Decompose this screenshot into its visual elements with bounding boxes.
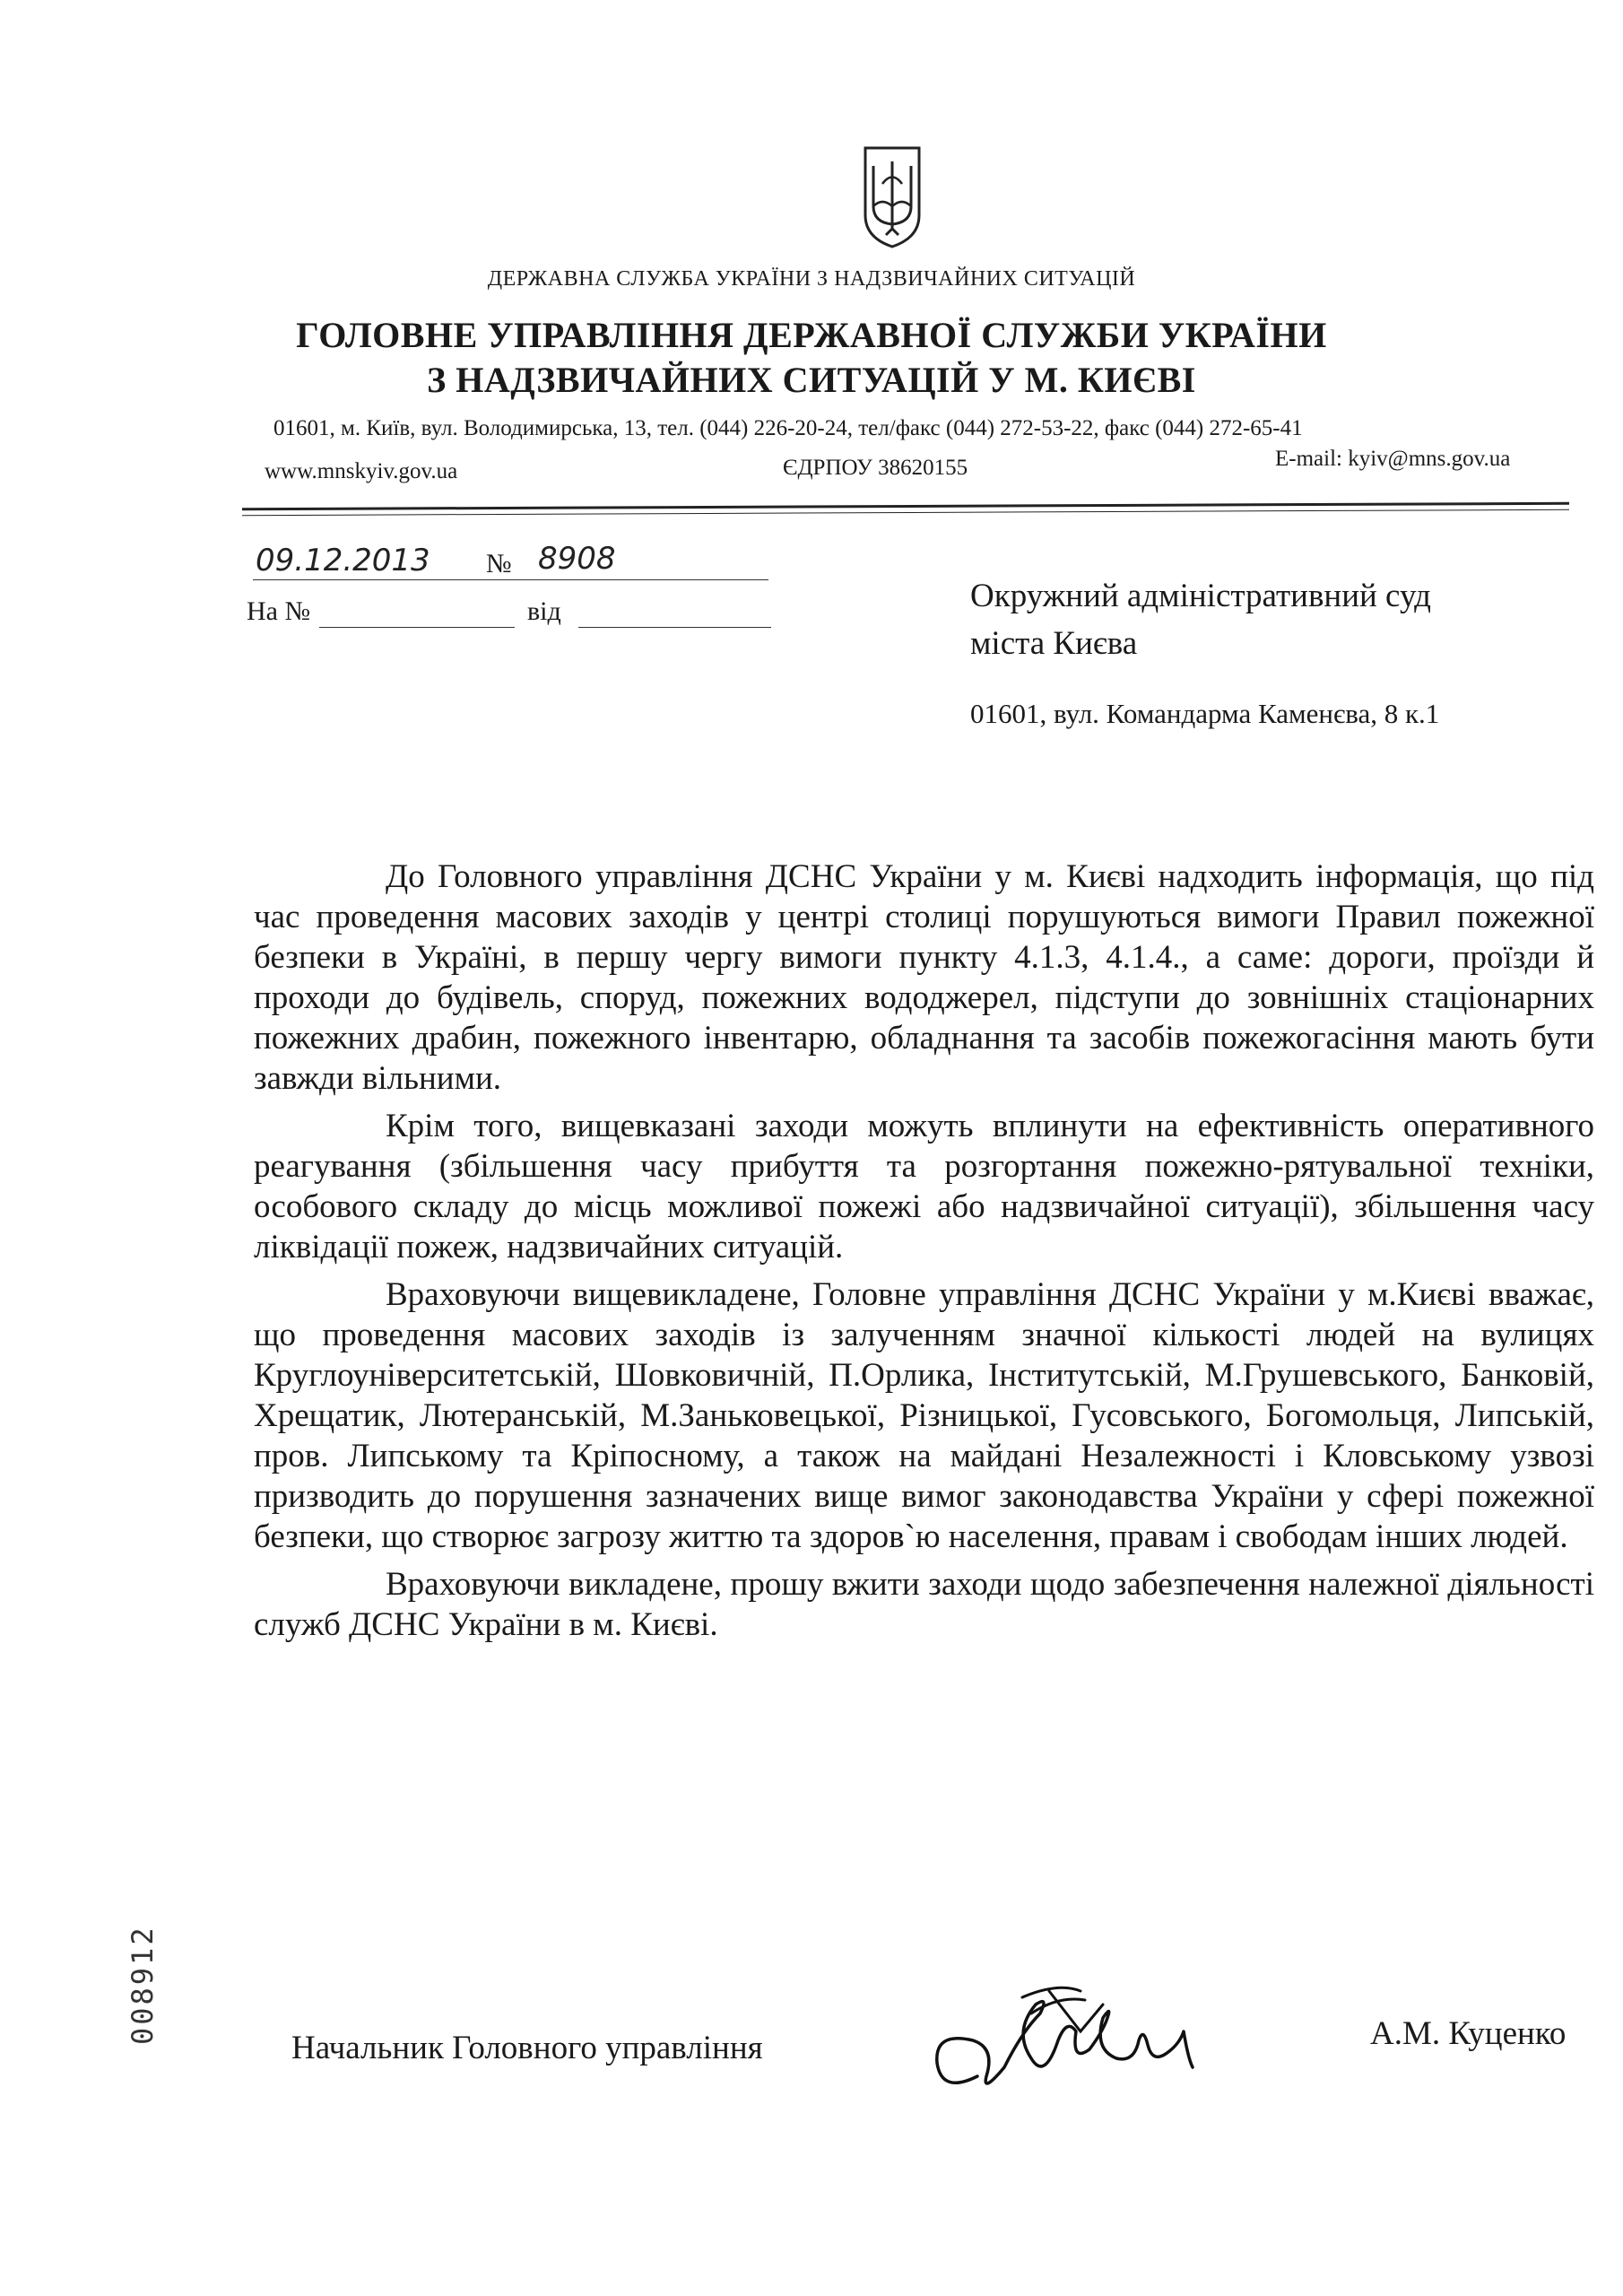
- recipient-line1: Окружний адміністративний суд: [970, 578, 1431, 614]
- ministry-name: ДЕРЖАВНА СЛУЖБА УКРАЇНИ З НАДЗВИЧАЙНИХ СИТУАЦІЙ: [487, 267, 1136, 291]
- body-paragraph: Враховуючи вищевикладене, Головне управління ДСНС України у м.Києві вважає, що проведення масових заходів із залученням значної кількості людей на вулицях Круглоуніверситетській, Шовковичній, П.Орлика, Інститутській, М.Грушевського, Банковій, Хрещатик, Лютеранській, М.Заньковецької, Різницької, Гусовського, Богомольця, Липській, пров. Липському та Кріпосному, а також на майдані Незалежності і Кловському узвозі призводить до порушення зазначених вище вимог законодавства України у сфері пожежної безпеки, що створює загрозу життю та здоров`ю населення, правам і свободам інших людей.: [254, 1276, 1594, 1555]
- signatory-name: А.М. Куценко: [1370, 2015, 1567, 2052]
- outgoing-date: 09.12.2013: [256, 543, 430, 578]
- incoming-date-label: від: [527, 596, 561, 626]
- outgoing-number: 8908: [538, 541, 616, 577]
- recipient-line2: міста Києва: [970, 625, 1138, 662]
- outgoing-underline: [253, 579, 768, 580]
- incoming-number-label: На №: [247, 596, 311, 626]
- recipient-address: 01601, вул. Командарма Каменєва, 8 к.1: [970, 698, 1440, 729]
- incoming-date-blank: [578, 627, 771, 628]
- website-link[interactable]: www.mnskyiv.gov.ua: [265, 459, 458, 483]
- trident-emblem-icon: [861, 144, 924, 251]
- outgoing-number-label: №: [486, 549, 512, 578]
- signatory-position: Начальник Головного управління: [291, 2030, 763, 2066]
- organization-title-line2: З НАДЗВИЧАЙНИХ СИТУАЦІЙ У М. КИЄВІ: [427, 360, 1196, 400]
- organization-address: 01601, м. Київ, вул. Володимирська, 13, тел. (044) 226-20-24, тел/факс (044) 272-53-22, факс (044) 272-65-41: [273, 416, 1303, 440]
- header-divider-thin: [242, 509, 1569, 516]
- body-paragraph: Враховуючи викладене, прошу вжити заходи щодо забезпечення належної діяльності служб ДСНС України в м. Києві.: [254, 1566, 1594, 1643]
- edrpou-code: ЄДРПОУ 38620155: [783, 456, 968, 480]
- organization-title-line1: ГОЛОВНЕ УПРАВЛІННЯ ДЕРЖАВНОЇ СЛУЖБИ УКРАЇНИ: [296, 315, 1327, 355]
- side-registration-number: 008912: [126, 1925, 160, 2045]
- letter-body: [254, 857, 1594, 1652]
- handwritten-signature-icon: [924, 1978, 1211, 2103]
- incoming-number-blank: [319, 627, 515, 628]
- body-paragraph: До Головного управління ДСНС України у м. Києві надходить інформація, що під час проведення масових заходів у центрі столиці порушуються вимоги Правил пожежної безпеки в Україні, в першу чергу вимоги пункту 4.1.3, 4.1.4., а саме: дороги, проїзди й проходи до будівель, споруд, пожежних вододжерел, підступи до зовнішніх стаціонарних пожежних драбин, пожежного інвентарю, обладнання та засобів пожежогасіння мають бути завжди вільними.: [254, 858, 1594, 1097]
- email-link[interactable]: E-mail: kyiv@mns.gov.ua: [1275, 447, 1511, 471]
- body-paragraph: Крім того, вищевказані заходи можуть вплинути на ефективність оперативного реагування (збільшення часу прибуття та розгортання пожежно-рятувальної техніки, особового складу до місць можливої пожежі або надзвичайної ситуації), збільшення часу ліквідації пожеж, надзвичайних ситуацій.: [254, 1108, 1594, 1265]
